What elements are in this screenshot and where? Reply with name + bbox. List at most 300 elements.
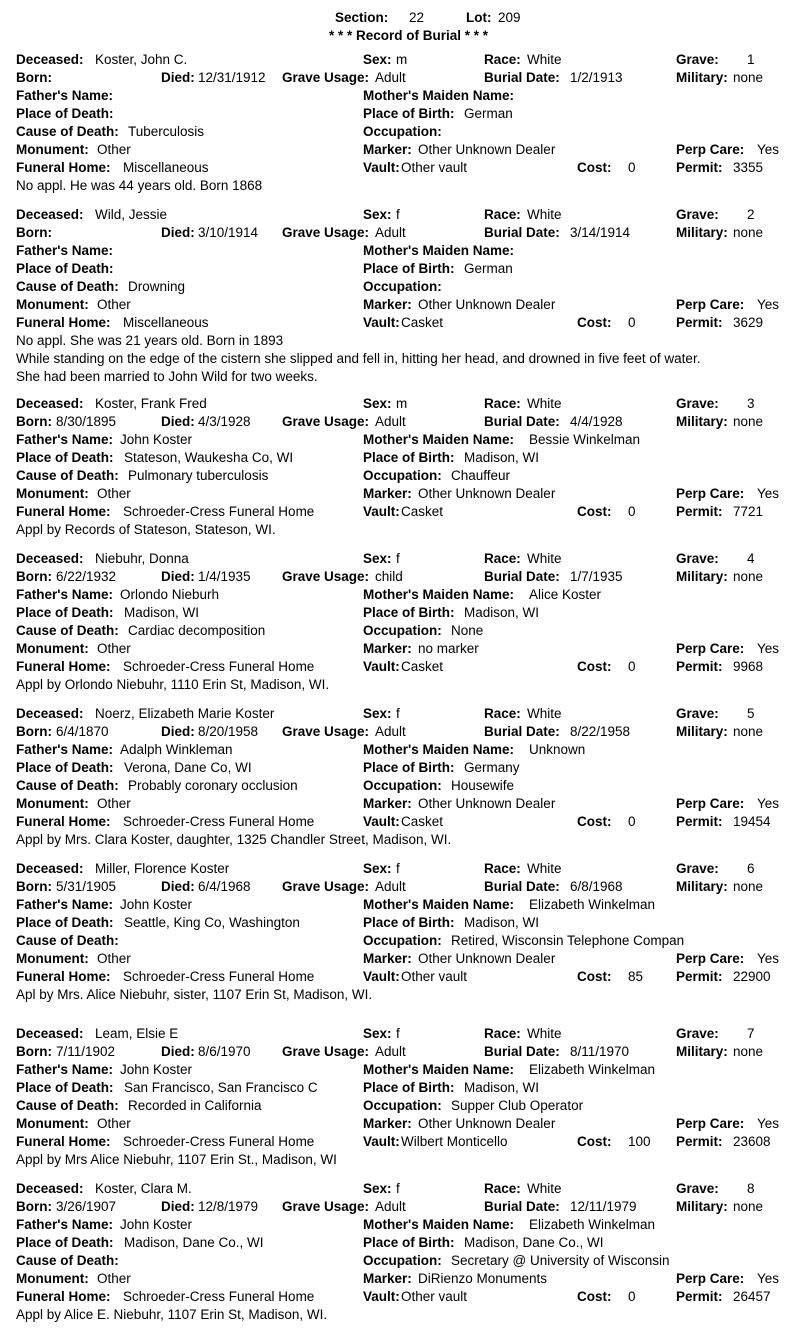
vault-value: Wilbert Monticello: [401, 1134, 508, 1149]
cost-value: 85: [628, 969, 644, 984]
marker-value: Other Unknown Dealer: [418, 796, 556, 811]
place-of-death-label: Place of Death:: [16, 1080, 114, 1095]
grave-value: 2: [747, 207, 755, 222]
cause-of-death-label: Cause of Death:: [16, 778, 119, 793]
died-label: Died:: [161, 414, 195, 429]
father-label: Father's Name:: [16, 88, 113, 103]
place-of-birth-value: German: [464, 261, 513, 276]
occupation-label: Occupation:: [363, 1253, 442, 1268]
grave-value: 1: [747, 52, 755, 67]
record-title: * * * Record of Burial * * *: [329, 28, 489, 43]
burial-date-label: Burial Date:: [484, 414, 560, 429]
deceased-label: Deceased:: [16, 52, 84, 67]
perp-care-value: Yes: [757, 1116, 780, 1131]
vault-label: Vault:: [363, 1134, 400, 1149]
race-label: Race:: [484, 1181, 521, 1196]
place-of-birth-value: Germany: [464, 760, 520, 775]
died-value: 12/31/1912: [198, 70, 266, 85]
marker-value: Other Unknown Dealer: [418, 142, 556, 157]
race-label: Race:: [484, 861, 521, 876]
perp-care-label: Perp Care:: [676, 1271, 745, 1286]
grave-usage-value: Adult: [375, 414, 406, 429]
grave-label: Grave:: [676, 52, 719, 67]
grave-label: Grave:: [676, 1181, 719, 1196]
father-value: John Koster: [120, 897, 193, 912]
born-value: 8/30/1895: [56, 414, 117, 429]
mother-label: Mother's Maiden Name:: [363, 587, 514, 602]
father-value: John Koster: [120, 432, 193, 447]
born-value: 7/11/1902: [56, 1044, 116, 1059]
military-value: none: [733, 569, 764, 584]
burial-date-label: Burial Date:: [484, 1199, 560, 1214]
mother-label: Mother's Maiden Name:: [363, 243, 514, 258]
military-label: Military:: [676, 70, 728, 85]
marker-label: Marker:: [363, 486, 412, 501]
record-note: Appl by Orlondo Niebuhr, 1110 Erin St, Madison, WI.: [16, 677, 330, 692]
place-of-birth-label: Place of Birth:: [363, 1080, 455, 1095]
place-of-birth-value: Madison, WI: [464, 915, 540, 930]
sex-value: f: [396, 551, 400, 566]
vault-value: Other vault: [401, 969, 468, 984]
grave-usage-label: Grave Usage:: [282, 724, 370, 739]
perp-care-value: Yes: [757, 142, 780, 157]
military-label: Military:: [676, 1199, 728, 1214]
cost-label: Cost:: [577, 969, 612, 984]
funeral-home-value: Schroeder-Cress Funeral Home: [123, 504, 315, 519]
grave-label: Grave:: [676, 207, 719, 222]
occupation-value: Retired, Wisconsin Telephone Compan: [451, 933, 685, 948]
grave-usage-value: Adult: [375, 879, 406, 894]
burial-date-value: 8/22/1958: [570, 724, 631, 739]
monument-value: Other: [97, 486, 131, 501]
marker-label: Marker:: [363, 1271, 412, 1286]
occupation-value: None: [451, 623, 484, 638]
burial-date-value: 3/14/1914: [570, 225, 631, 240]
grave-label: Grave:: [676, 861, 719, 876]
born-value: 6/22/1932: [56, 569, 117, 584]
grave-usage-value: Adult: [375, 225, 406, 240]
permit-value: 7721: [733, 504, 764, 519]
funeral-home-label: Funeral Home:: [16, 659, 111, 674]
monument-value: Other: [97, 297, 131, 312]
grave-usage-label: Grave Usage:: [282, 879, 370, 894]
deceased-label: Deceased:: [16, 1026, 84, 1041]
father-label: Father's Name:: [16, 1062, 113, 1077]
vault-value: Casket: [401, 315, 444, 330]
monument-value: Other: [97, 1116, 131, 1131]
permit-value: 19454: [733, 814, 771, 829]
burial-date-label: Burial Date:: [484, 569, 560, 584]
race-label: Race:: [484, 52, 521, 67]
military-value: none: [733, 879, 764, 894]
funeral-home-value: Schroeder-Cress Funeral Home: [123, 814, 315, 829]
vault-value: Casket: [401, 659, 444, 674]
race-label: Race:: [484, 1026, 521, 1041]
cause-of-death-label: Cause of Death:: [16, 468, 119, 483]
marker-label: Marker:: [363, 641, 412, 656]
place-of-birth-label: Place of Birth:: [363, 450, 455, 465]
permit-value: 26457: [733, 1289, 771, 1304]
born-label: Born:: [16, 414, 52, 429]
race-label: Race:: [484, 396, 521, 411]
grave-value: 4: [747, 551, 755, 566]
perp-care-value: Yes: [757, 297, 780, 312]
deceased-value: Wild, Jessie: [95, 207, 168, 222]
mother-label: Mother's Maiden Name:: [363, 1062, 514, 1077]
cause-of-death-value: Probably coronary occlusion: [128, 778, 298, 793]
record-note: She had been married to John Wild for two weeks.: [16, 369, 318, 384]
funeral-home-value: Schroeder-Cress Funeral Home: [123, 1289, 315, 1304]
military-value: none: [733, 414, 764, 429]
monument-label: Monument:: [16, 1116, 89, 1131]
sex-value: f: [396, 1181, 400, 1196]
perp-care-label: Perp Care:: [676, 142, 745, 157]
race-value: White: [527, 551, 562, 566]
permit-label: Permit:: [676, 504, 723, 519]
place-of-death-value: San Francisco, San Francisco C: [124, 1080, 318, 1095]
cost-label: Cost:: [577, 659, 612, 674]
cost-value: 100: [628, 1134, 651, 1149]
deceased-label: Deceased:: [16, 861, 84, 876]
sex-value: f: [396, 1026, 400, 1041]
father-value: John Koster: [120, 1217, 193, 1232]
perp-care-value: Yes: [757, 951, 780, 966]
race-value: White: [527, 52, 562, 67]
father-label: Father's Name:: [16, 897, 113, 912]
father-label: Father's Name:: [16, 1217, 113, 1232]
monument-label: Monument:: [16, 297, 89, 312]
occupation-label: Occupation:: [363, 279, 442, 294]
record-note: No appl. He was 44 years old. Born 1868: [16, 178, 263, 193]
grave-usage-value: Adult: [375, 1044, 406, 1059]
place-of-birth-value: Madison, Dane Co., WI: [464, 1235, 604, 1250]
funeral-home-value: Miscellaneous: [123, 315, 209, 330]
record-note: Appl by Mrs Alice Niebuhr, 1107 Erin St., Madison, WI: [16, 1152, 337, 1167]
grave-label: Grave:: [676, 706, 719, 721]
deceased-value: Niebuhr, Donna: [95, 551, 189, 566]
cost-label: Cost:: [577, 1289, 612, 1304]
occupation-label: Occupation:: [363, 933, 442, 948]
race-value: White: [527, 861, 562, 876]
place-of-death-label: Place of Death:: [16, 605, 114, 620]
cause-of-death-value: Recorded in California: [128, 1098, 262, 1113]
father-label: Father's Name:: [16, 432, 113, 447]
place-of-death-value: Verona, Dane Co, WI: [124, 760, 252, 775]
race-value: White: [527, 396, 562, 411]
mother-value: Elizabeth Winkelman: [529, 897, 656, 912]
monument-label: Monument:: [16, 796, 89, 811]
record-note: Apl by Mrs. Alice Niebuhr, sister, 1107 Erin St, Madison, WI.: [16, 987, 373, 1002]
died-value: 4/3/1928: [198, 414, 251, 429]
perp-care-label: Perp Care:: [676, 486, 745, 501]
born-value: 5/31/1905: [56, 879, 117, 894]
cost-label: Cost:: [577, 315, 612, 330]
permit-label: Permit:: [676, 1289, 723, 1304]
perp-care-value: Yes: [757, 796, 780, 811]
sex-label: Sex:: [363, 861, 392, 876]
place-of-birth-label: Place of Birth:: [363, 261, 455, 276]
funeral-home-label: Funeral Home:: [16, 1289, 111, 1304]
race-label: Race:: [484, 551, 521, 566]
marker-value: Other Unknown Dealer: [418, 297, 556, 312]
mother-value: Alice Koster: [529, 587, 602, 602]
monument-label: Monument:: [16, 951, 89, 966]
military-value: none: [733, 1199, 764, 1214]
permit-value: 3355: [733, 160, 764, 175]
occupation-label: Occupation:: [363, 1098, 442, 1113]
monument-label: Monument:: [16, 486, 89, 501]
grave-value: 5: [747, 706, 755, 721]
occupation-label: Occupation:: [363, 623, 442, 638]
lot-value: 209: [498, 10, 521, 25]
place-of-death-label: Place of Death:: [16, 106, 114, 121]
permit-label: Permit:: [676, 814, 723, 829]
deceased-label: Deceased:: [16, 1181, 84, 1196]
died-label: Died:: [161, 1199, 195, 1214]
permit-value: 3629: [733, 315, 764, 330]
born-label: Born:: [16, 70, 52, 85]
mother-label: Mother's Maiden Name:: [363, 897, 514, 912]
race-value: White: [527, 706, 562, 721]
mother-value: Bessie Winkelman: [529, 432, 641, 447]
burial-date-label: Burial Date:: [484, 1044, 560, 1059]
burial-date-value: 8/11/1970: [570, 1044, 630, 1059]
burial-date-label: Burial Date:: [484, 70, 560, 85]
grave-usage-label: Grave Usage:: [282, 569, 370, 584]
deceased-value: Koster, Clara M.: [95, 1181, 192, 1196]
burial-date-value: 1/2/1913: [570, 70, 623, 85]
permit-label: Permit:: [676, 659, 723, 674]
record-note: Appl by Records of Stateson, Stateson, WI.: [16, 522, 276, 537]
died-value: 6/4/1968: [198, 879, 251, 894]
cost-value: 0: [628, 160, 636, 175]
perp-care-label: Perp Care:: [676, 297, 745, 312]
vault-label: Vault:: [363, 814, 400, 829]
sex-label: Sex:: [363, 1026, 392, 1041]
sex-label: Sex:: [363, 207, 392, 222]
record-note: Appl by Mrs. Clara Koster, daughter, 1325 Chandler Street, Madison, WI.: [16, 832, 452, 847]
died-label: Died:: [161, 879, 195, 894]
cause-of-death-label: Cause of Death:: [16, 1098, 119, 1113]
place-of-death-value: Stateson, Waukesha Co, WI: [124, 450, 294, 465]
place-of-birth-label: Place of Birth:: [363, 605, 455, 620]
marker-value: Other Unknown Dealer: [418, 486, 556, 501]
deceased-value: Miller, Florence Koster: [95, 861, 230, 876]
deceased-label: Deceased:: [16, 551, 84, 566]
cost-value: 0: [628, 315, 636, 330]
mother-label: Mother's Maiden Name:: [363, 742, 514, 757]
occupation-value: Housewife: [451, 778, 515, 793]
vault-value: Other vault: [401, 1289, 468, 1304]
monument-value: Other: [97, 142, 131, 157]
burial-date-value: 12/11/1979: [570, 1199, 637, 1214]
military-label: Military:: [676, 569, 728, 584]
deceased-label: Deceased:: [16, 396, 84, 411]
place-of-death-label: Place of Death:: [16, 450, 114, 465]
perp-care-value: Yes: [757, 641, 780, 656]
mother-label: Mother's Maiden Name:: [363, 432, 514, 447]
grave-usage-label: Grave Usage:: [282, 1044, 370, 1059]
military-value: none: [733, 225, 764, 240]
grave-value: 6: [747, 861, 755, 876]
military-label: Military:: [676, 879, 728, 894]
occupation-label: Occupation:: [363, 778, 442, 793]
monument-value: Other: [97, 641, 131, 656]
place-of-birth-value: Madison, WI: [464, 450, 540, 465]
permit-label: Permit:: [676, 315, 723, 330]
perp-care-value: Yes: [757, 1271, 780, 1286]
vault-value: Other vault: [401, 160, 468, 175]
born-label: Born:: [16, 879, 52, 894]
cost-value: 0: [628, 504, 636, 519]
vault-label: Vault:: [363, 969, 400, 984]
cost-label: Cost:: [577, 1134, 612, 1149]
funeral-home-value: Schroeder-Cress Funeral Home: [123, 969, 315, 984]
sex-label: Sex:: [363, 396, 392, 411]
monument-value: Other: [97, 796, 131, 811]
mother-label: Mother's Maiden Name:: [363, 1217, 514, 1232]
died-value: 3/10/1914: [198, 225, 259, 240]
permit-value: 23608: [733, 1134, 771, 1149]
grave-usage-label: Grave Usage:: [282, 414, 370, 429]
mother-label: Mother's Maiden Name:: [363, 88, 514, 103]
funeral-home-value: Schroeder-Cress Funeral Home: [123, 659, 315, 674]
place-of-death-value: Seattle, King Co, Washington: [124, 915, 300, 930]
military-value: none: [733, 70, 764, 85]
died-label: Died:: [161, 569, 195, 584]
permit-label: Permit:: [676, 969, 723, 984]
place-of-birth-label: Place of Birth:: [363, 1235, 455, 1250]
died-value: 8/20/1958: [198, 724, 259, 739]
cost-value: 0: [628, 814, 636, 829]
born-label: Born:: [16, 1199, 52, 1214]
monument-value: Other: [97, 1271, 131, 1286]
marker-label: Marker:: [363, 142, 412, 157]
place-of-birth-label: Place of Birth:: [363, 106, 455, 121]
deceased-label: Deceased:: [16, 706, 84, 721]
grave-label: Grave:: [676, 396, 719, 411]
born-label: Born:: [16, 1044, 52, 1059]
race-label: Race:: [484, 207, 521, 222]
cause-of-death-label: Cause of Death:: [16, 279, 119, 294]
place-of-birth-value: German: [464, 106, 513, 121]
military-label: Military:: [676, 724, 728, 739]
cause-of-death-value: Tuberculosis: [128, 124, 205, 139]
father-value: Orlondo Nieburh: [120, 587, 220, 602]
cause-of-death-value: Cardiac decomposition: [128, 623, 266, 638]
cost-label: Cost:: [577, 160, 612, 175]
grave-value: 8: [747, 1181, 755, 1196]
occupation-value: Secretary @ University of Wisconsin: [451, 1253, 670, 1268]
marker-value: Other Unknown Dealer: [418, 951, 556, 966]
race-label: Race:: [484, 706, 521, 721]
military-label: Military:: [676, 414, 728, 429]
funeral-home-label: Funeral Home:: [16, 315, 111, 330]
grave-usage-label: Grave Usage:: [282, 225, 370, 240]
born-label: Born:: [16, 724, 52, 739]
marker-value: DiRienzo Monuments: [418, 1271, 548, 1286]
born-value: 3/26/1907: [56, 1199, 117, 1214]
race-value: White: [527, 1026, 562, 1041]
marker-value: Other Unknown Dealer: [418, 1116, 556, 1131]
cause-of-death-value: Pulmonary tuberculosis: [128, 468, 269, 483]
died-label: Died:: [161, 1044, 195, 1059]
record-note: No appl. She was 21 years old. Born in 1893: [16, 333, 284, 348]
burial-date-label: Burial Date:: [484, 225, 560, 240]
place-of-death-label: Place of Death:: [16, 261, 114, 276]
deceased-value: Koster, Frank Fred: [95, 396, 207, 411]
cost-value: 0: [628, 1289, 636, 1304]
vault-label: Vault:: [363, 504, 400, 519]
place-of-death-value: Madison, Dane Co., WI: [124, 1235, 264, 1250]
sex-label: Sex:: [363, 551, 392, 566]
born-value: 6/4/1870: [56, 724, 109, 739]
funeral-home-label: Funeral Home:: [16, 814, 111, 829]
cause-of-death-label: Cause of Death:: [16, 124, 119, 139]
permit-value: 22900: [733, 969, 771, 984]
military-value: none: [733, 1044, 764, 1059]
place-of-birth-value: Madison, WI: [464, 1080, 540, 1095]
vault-value: Casket: [401, 504, 444, 519]
record-note: While standing on the edge of the cistern she slipped and fell in, hitting her head, and drowned in five feet of water.: [16, 351, 701, 366]
record-note: Appl by Alice E. Niebuhr, 1107 Erin St, Madison, WI.: [16, 1307, 328, 1322]
occupation-value: Chauffeur: [451, 468, 511, 483]
place-of-birth-label: Place of Birth:: [363, 760, 455, 775]
sex-value: f: [396, 861, 400, 876]
occupation-label: Occupation:: [363, 124, 442, 139]
cost-label: Cost:: [577, 504, 612, 519]
funeral-home-label: Funeral Home:: [16, 160, 111, 175]
deceased-label: Deceased:: [16, 207, 84, 222]
military-label: Military:: [676, 1044, 728, 1059]
father-label: Father's Name:: [16, 243, 113, 258]
vault-label: Vault:: [363, 659, 400, 674]
grave-usage-value: Adult: [375, 724, 406, 739]
burial-date-value: 4/4/1928: [570, 414, 623, 429]
grave-usage-label: Grave Usage:: [282, 70, 370, 85]
marker-label: Marker:: [363, 951, 412, 966]
mother-value: Unknown: [529, 742, 586, 757]
grave-label: Grave:: [676, 551, 719, 566]
funeral-home-label: Funeral Home:: [16, 1134, 111, 1149]
vault-label: Vault:: [363, 1289, 400, 1304]
occupation-label: Occupation:: [363, 468, 442, 483]
marker-label: Marker:: [363, 796, 412, 811]
perp-care-label: Perp Care:: [676, 1116, 745, 1131]
vault-label: Vault:: [363, 160, 400, 175]
marker-label: Marker:: [363, 297, 412, 312]
marker-label: Marker:: [363, 1116, 412, 1131]
marker-value: no marker: [418, 641, 479, 656]
monument-label: Monument:: [16, 641, 89, 656]
place-of-death-value: Madison, WI: [124, 605, 200, 620]
vault-label: Vault:: [363, 315, 400, 330]
race-value: White: [527, 207, 562, 222]
died-value: 1/4/1935: [198, 569, 251, 584]
section-label: Section:: [335, 10, 389, 25]
monument-value: Other: [97, 951, 131, 966]
section-value: 22: [409, 10, 425, 25]
vault-value: Casket: [401, 814, 444, 829]
permit-label: Permit:: [676, 160, 723, 175]
monument-label: Monument:: [16, 1271, 89, 1286]
sex-value: f: [396, 706, 400, 721]
place-of-death-label: Place of Death:: [16, 915, 114, 930]
permit-label: Permit:: [676, 1134, 723, 1149]
occupation-value: Supper Club Operator: [451, 1098, 584, 1113]
military-value: none: [733, 724, 764, 739]
funeral-home-value: Miscellaneous: [123, 160, 209, 175]
